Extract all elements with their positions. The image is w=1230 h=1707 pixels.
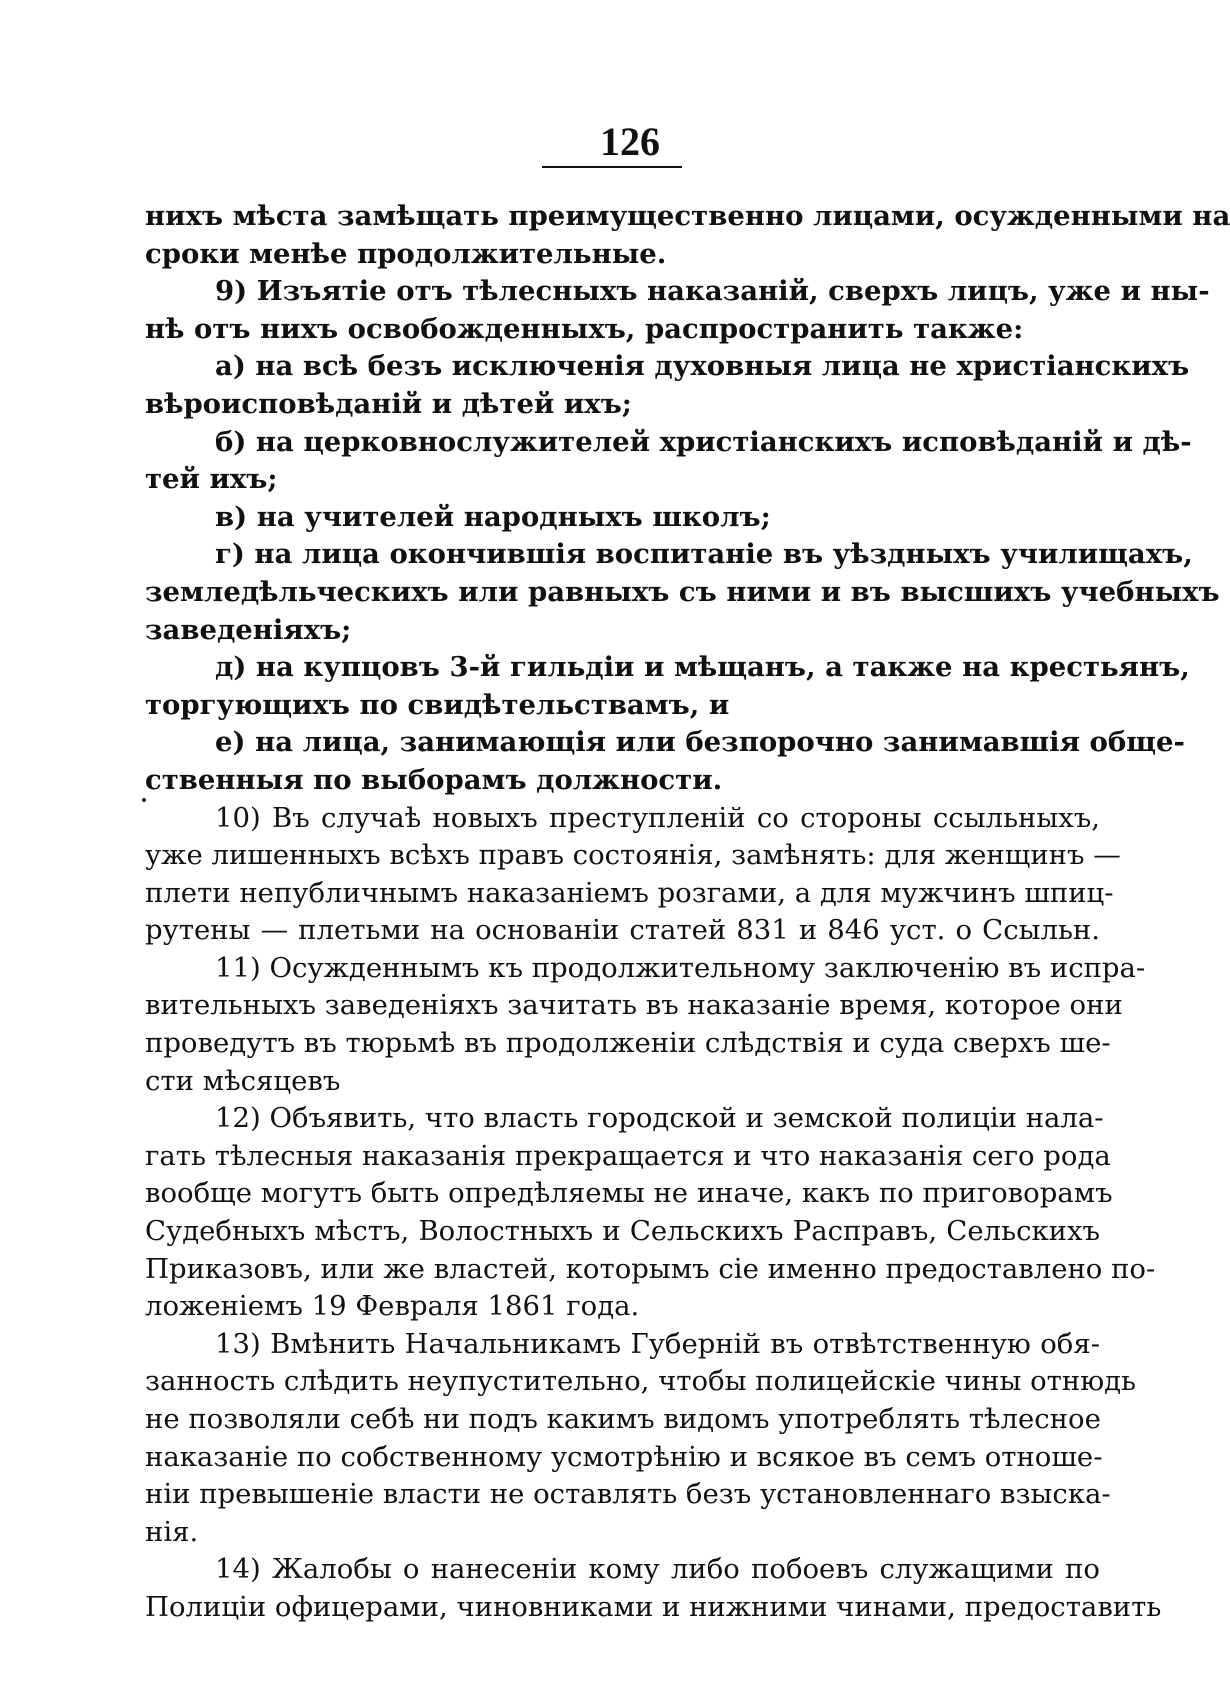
text-line: вѣроисповѣданій и дѣтей ихъ; [145, 387, 632, 420]
text-line: г) на лица окончившія воспитаніе въ уѣздныхъ училищахъ, [215, 538, 1193, 571]
text-line: занность слѣдить неупустительно, чтобы полицейскіе чины отнюдь [145, 1365, 1137, 1398]
page-number: 126 [600, 119, 660, 164]
text-line: Полиціи офицерами, чиновниками и нижними чинами, предоставить [145, 1590, 1162, 1623]
text-line: нихъ мѣста замѣщать преимущественно лицами, осужденными на [145, 200, 1230, 232]
text-line: плети непубличнымъ наказаніемъ розгами, а для мужчинъ шпиц- [145, 876, 1114, 909]
text-line: вительныхъ заведеніяхъ зачитать въ наказаніе время, которое они [145, 989, 1123, 1022]
text-line: не позволяли себѣ ни подъ какимъ видомъ употреблять тѣлесное [145, 1403, 1101, 1435]
text-line: ложеніемъ 19 Февраля 1861 года. [145, 1290, 640, 1323]
text-line: торгующихъ по свидѣтельствамъ, и [145, 688, 730, 721]
text-line: наказаніе по собственному усмотрѣнію и всякое въ семъ отноше- [145, 1440, 1103, 1473]
text-line: рутены — плетьми на основаніи статей 831 и 846 уст. о Ссыльн. [145, 914, 1100, 947]
text-line: Судебныхъ мѣстъ, Волостныхъ и Сельскихъ Расправъ, Сельскихъ [145, 1215, 1100, 1248]
text-line: вообще могутъ быть опредѣляемы не иначе, какъ по приговорамъ [145, 1177, 1113, 1210]
text-line: проведутъ въ тюрьмѣ въ продолженіи слѣдствія и суда сверхъ ше- [145, 1027, 1111, 1060]
text-line: д) на купцовъ 3-й гильдіи и мѣщанъ, а также на крестьянъ, [215, 651, 1190, 684]
text-line: е) на лица, занимающія или безпорочно занимавшія обще- [215, 726, 1185, 759]
text-line: ственныя по выборамъ должности. [145, 763, 723, 796]
text-line: нѣ отъ нихъ освобожденныхъ, распространить также: [145, 312, 1024, 345]
text-line: уже лишенныхъ всѣхъ правъ состоянія, замѣнять: для женщинъ — [145, 839, 1121, 872]
text-line: 10) Въ случаѣ новыхъ преступленій со стороны ссыльныхъ, [215, 801, 1100, 834]
text-line: 14) Жалобы о нанесеніи кому либо побоевъ служащими по [215, 1553, 1100, 1586]
text-line: б) на церковнослужителей христіанскихъ исповѣданій и дѣ- [215, 425, 1192, 458]
text-line: ніи превышеніе власти не оставлять безъ установленнаго взыска- [145, 1478, 1111, 1511]
text-line: тей ихъ; [145, 463, 278, 496]
text-line: 11) Осужденнымъ къ продолжительному заключенію въ испра- [215, 951, 1146, 984]
text-line: заведеніяхъ; [145, 613, 352, 646]
text-line: 12) Объявить, что власть городской и земской полиціи нала- [215, 1102, 1104, 1135]
text-line: 9) Изъятіе отъ тѣлесныхъ наказаній, сверхъ лицъ, уже и ны- [215, 275, 1210, 308]
text-line: Приказовъ, или же властей, которымъ сіе именно предоставлено по- [145, 1252, 1156, 1285]
text-line: сроки менѣе продолжительные. [145, 237, 667, 270]
text-line: в) на учителей народныхъ школъ; [215, 500, 771, 533]
body-text [145, 198, 1230, 1627]
text-line: а) на всѣ безъ исключенія духовныя лица не христіанскихъ [215, 350, 1190, 383]
text-line: сти мѣсяцевъ [145, 1064, 341, 1097]
text-line: гать тѣлесныя наказанія прекращается и что наказанія сего рода [145, 1139, 1111, 1172]
page-number-rule [542, 166, 682, 168]
text-line: 13) Вмѣнить Начальникамъ Губерній въ отвѣтственную обя- [215, 1327, 1100, 1360]
text-line: нія. [145, 1515, 199, 1548]
text-line: земледѣльческихъ или равныхъ съ ними и въ высшихъ учебныхъ [145, 575, 1220, 608]
